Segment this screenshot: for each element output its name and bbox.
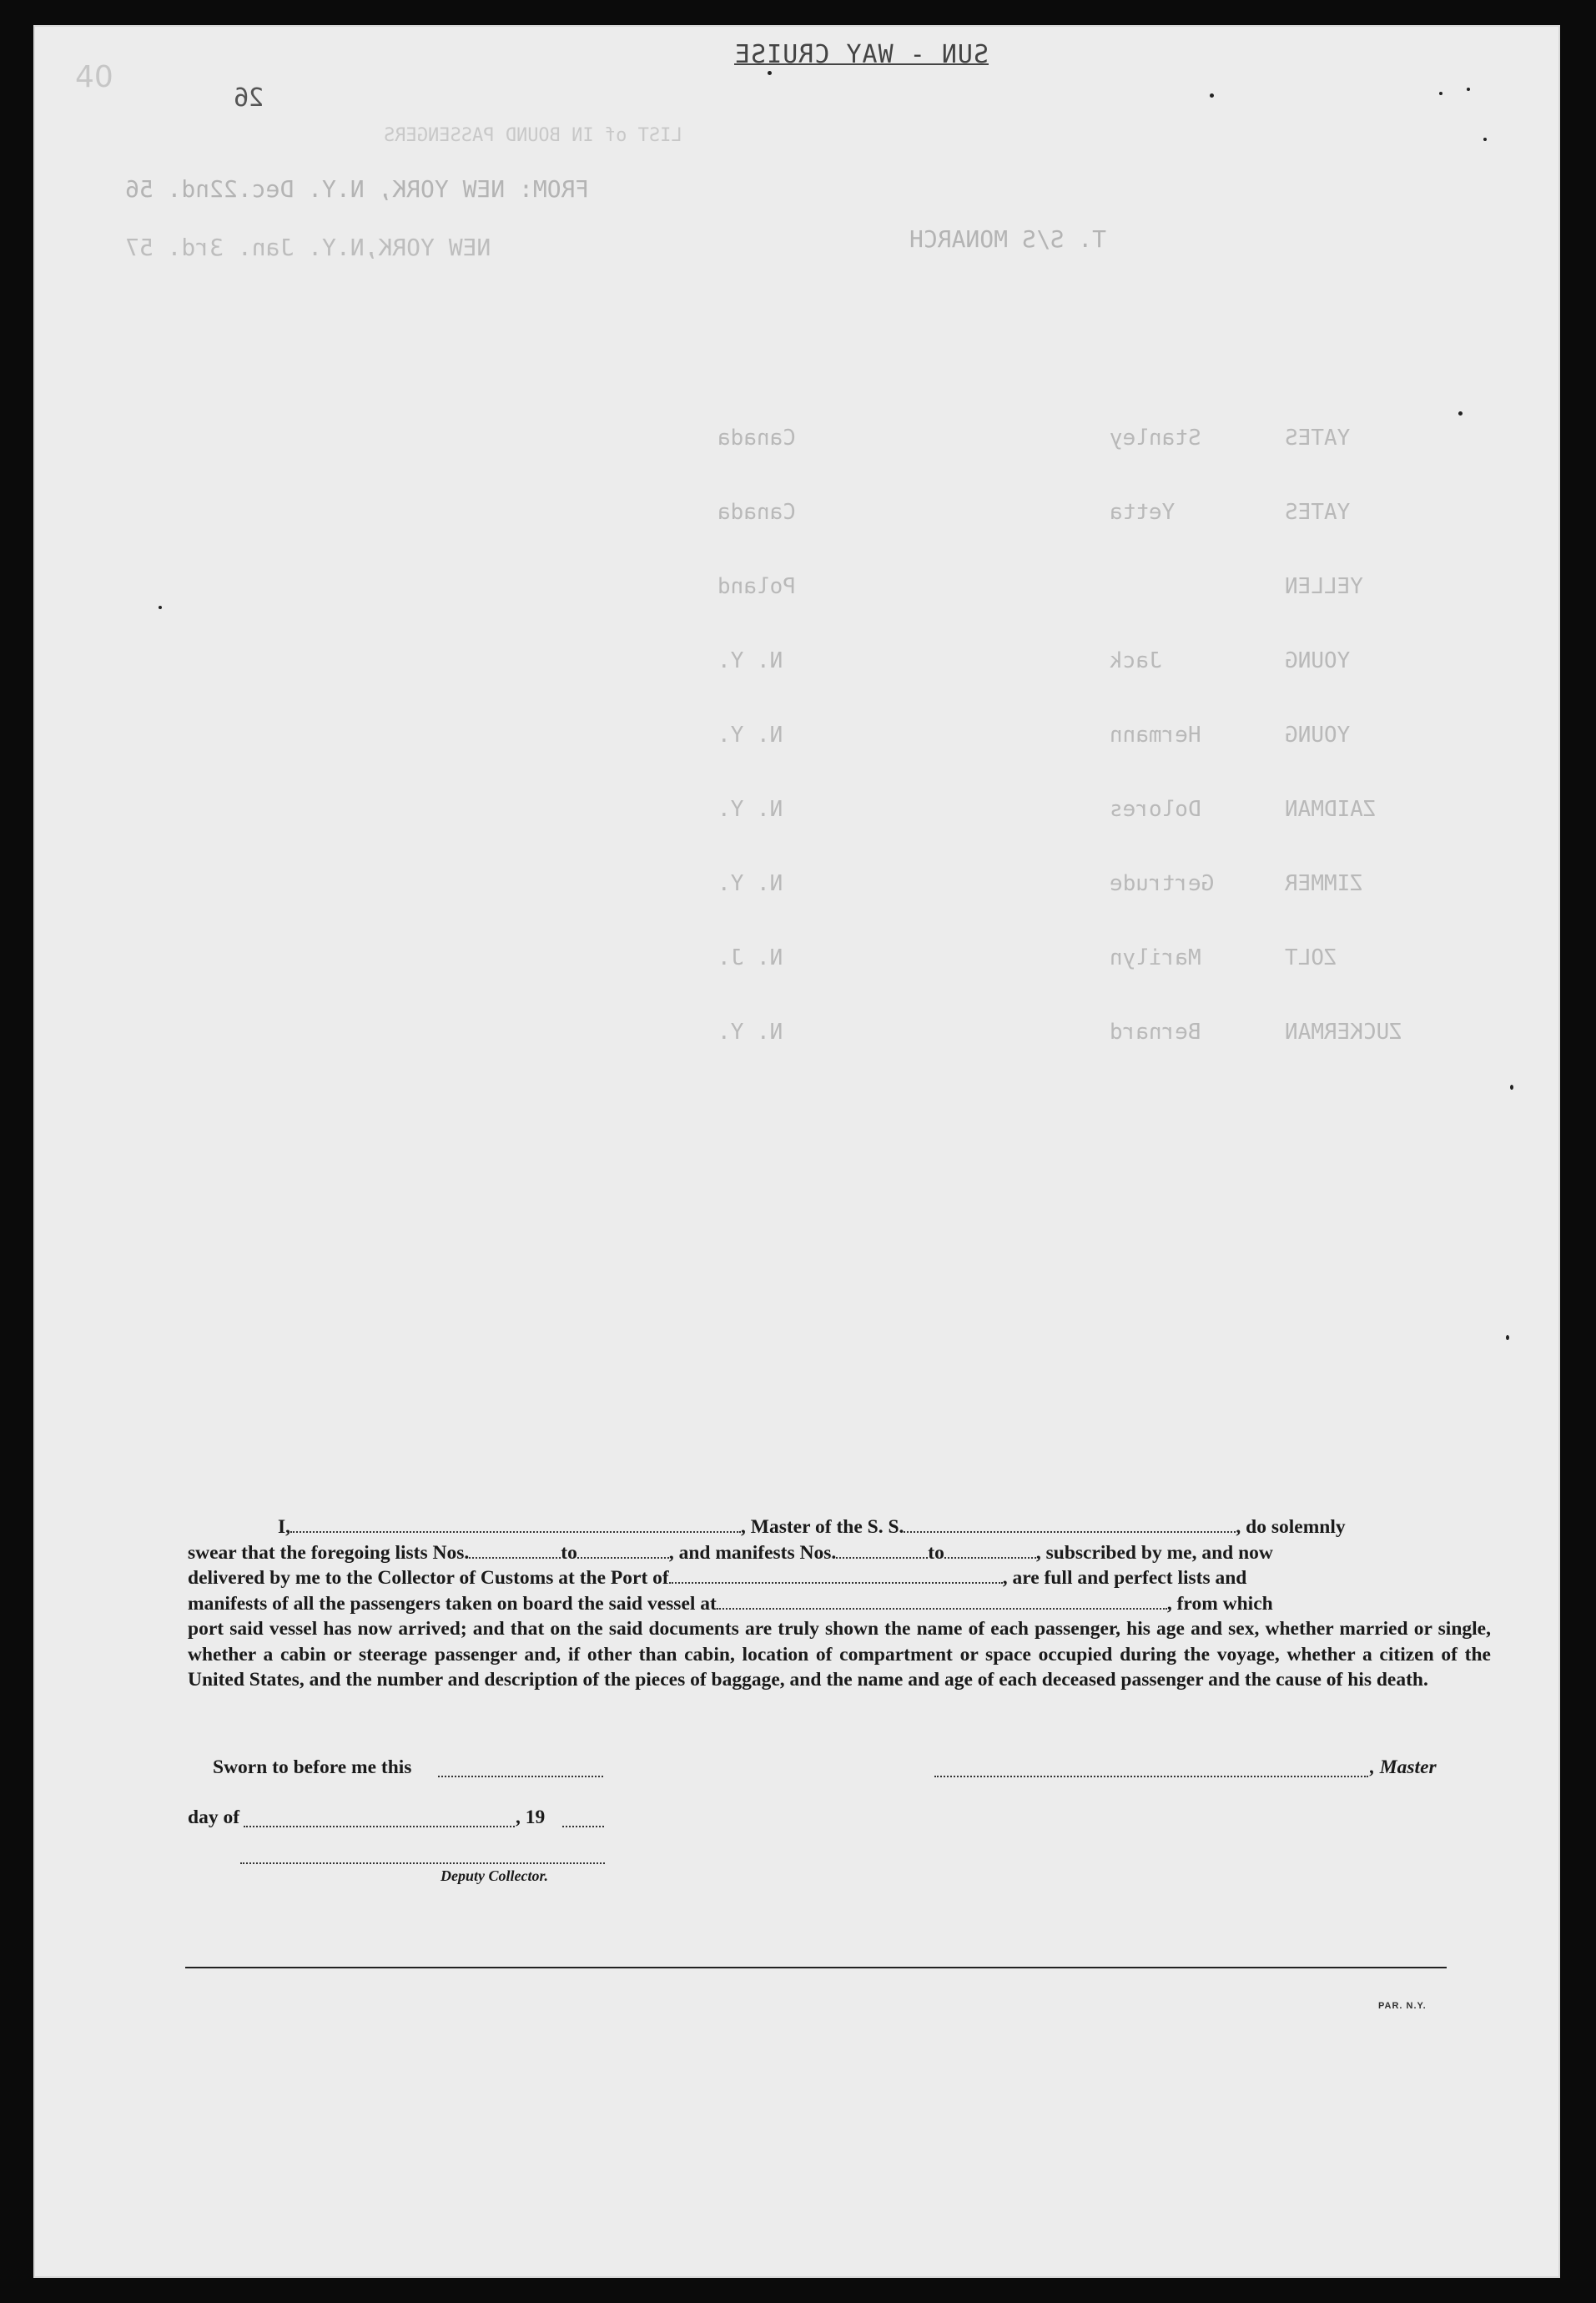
day-of-field xyxy=(244,1826,515,1827)
master-signature-field xyxy=(934,1776,1368,1777)
ghost-given-name: Marilyn xyxy=(1110,945,1201,970)
oath-text: to xyxy=(928,1541,944,1564)
ghost-place: N. Y. xyxy=(717,1020,783,1045)
year-prefix: , 19 xyxy=(516,1807,546,1828)
ghost-from-line-2: NEW YORK,N.Y. Jan. 3rd. 57 xyxy=(125,234,491,261)
speck xyxy=(1458,411,1463,416)
corner-pencil-mark: 40 xyxy=(75,60,113,94)
manifests-to-field xyxy=(944,1557,1036,1559)
speck xyxy=(1467,88,1470,91)
oath-text: , and manifests Nos. xyxy=(668,1541,837,1564)
ghost-place: Canada xyxy=(717,500,796,525)
sworn-date-field xyxy=(438,1776,603,1777)
year-field xyxy=(562,1826,604,1827)
oath-text: , are full and perfect lists and xyxy=(1002,1567,1247,1589)
ghost-place: Canada xyxy=(717,426,796,451)
sworn-label: Sworn to before me this xyxy=(213,1756,412,1778)
speck xyxy=(1483,138,1487,141)
mirrored-header-title: SUN - WAY CRUISE xyxy=(734,40,989,69)
lists-from-field xyxy=(469,1557,561,1559)
document-page xyxy=(33,25,1560,2278)
ghost-surname: ZAIDMAN xyxy=(1285,797,1377,822)
master-label: , Master xyxy=(1370,1756,1437,1778)
ghost-surname: ZUCKERMAN xyxy=(1285,1020,1402,1045)
port-field xyxy=(669,1582,1003,1584)
ghost-place: N. Y. xyxy=(717,648,783,673)
speck xyxy=(1210,93,1214,98)
ghost-surname: YELLEN xyxy=(1285,574,1363,599)
embark-port-field xyxy=(717,1608,1167,1610)
ghost-place: Poland xyxy=(717,574,796,599)
oath-text: manifests of all the passengers taken on board the said vessel at xyxy=(188,1592,717,1615)
ghost-surname: YATES xyxy=(1285,500,1351,525)
speck xyxy=(768,71,772,75)
ship-name-field xyxy=(904,1531,1236,1533)
mirrored-page-number: 26 xyxy=(234,83,264,113)
lists-to-field xyxy=(577,1557,669,1559)
ghost-surname: YOUNG xyxy=(1285,648,1351,673)
ghost-given-name: Hermann xyxy=(1110,723,1201,748)
oath-text: swear that the foregoing lists Nos. xyxy=(188,1541,470,1564)
oath-text: , from which xyxy=(1166,1592,1273,1615)
speck xyxy=(1439,92,1442,95)
ghost-surname: YOUNG xyxy=(1285,723,1351,748)
form-code: PAR. N.Y. xyxy=(1378,2001,1427,2011)
ghost-surname: ZOLT xyxy=(1285,945,1337,970)
ghost-given-name: Jack xyxy=(1110,648,1162,673)
ghost-from-line-1: FROM: NEW YORK, N.Y. Dec.22nd. 56 xyxy=(125,175,590,203)
ghost-given-name: Stanley xyxy=(1110,426,1201,451)
bottom-rule xyxy=(185,1967,1447,1968)
deputy-label: Deputy Collector. xyxy=(441,1867,548,1884)
ghost-list-header: LIST of IN BOUND PASSENGERS xyxy=(384,125,682,146)
oath-text: , do solemnly xyxy=(1236,1516,1346,1538)
ghost-given-name: Dolores xyxy=(1110,797,1201,822)
day-of-label: day of xyxy=(188,1807,240,1828)
deputy-signature-field xyxy=(240,1862,605,1864)
oath-text: I, xyxy=(278,1516,291,1538)
manifests-from-field xyxy=(836,1557,928,1559)
ghost-ship-name: T. S/S MONARCH xyxy=(909,225,1107,253)
ghost-given-name: Bernard xyxy=(1110,1020,1201,1045)
speck xyxy=(1506,1335,1509,1340)
oath-body: port said vessel has now arrived; and that on the said documents are truly shown the name of each passenger, his age and sex, whether married or single, whether a cabin or steerage passenger and, if other than cabin, location of compartment or space occupied during the voyage, whether a citizen of the United States, and the number and description of the pieces of baggage, and the name and age of each deceased passenger and the cause of his death. xyxy=(188,1618,1491,1691)
master-name-field xyxy=(290,1531,741,1533)
ghost-place: N. Y. xyxy=(717,723,783,748)
ghost-surname: YATES xyxy=(1285,426,1351,451)
speck xyxy=(159,606,162,609)
ghost-given-name: Gertrude xyxy=(1110,871,1215,896)
oath-text: to xyxy=(561,1541,577,1564)
oath-text: , subscribed by me, and now xyxy=(1035,1541,1273,1564)
ghost-place: N. J. xyxy=(717,945,783,970)
ghost-given-name: Yetta xyxy=(1110,500,1176,525)
speck xyxy=(1510,1085,1513,1090)
oath-text: , Master of the S. S. xyxy=(741,1516,904,1538)
oath-paragraph xyxy=(188,1514,1491,1693)
ghost-place: N. Y. xyxy=(717,797,783,822)
oath-text: delivered by me to the Collector of Customs at the Port of xyxy=(188,1567,669,1589)
ghost-surname: ZIMMER xyxy=(1285,871,1363,896)
ghost-place: N. Y. xyxy=(717,871,783,896)
